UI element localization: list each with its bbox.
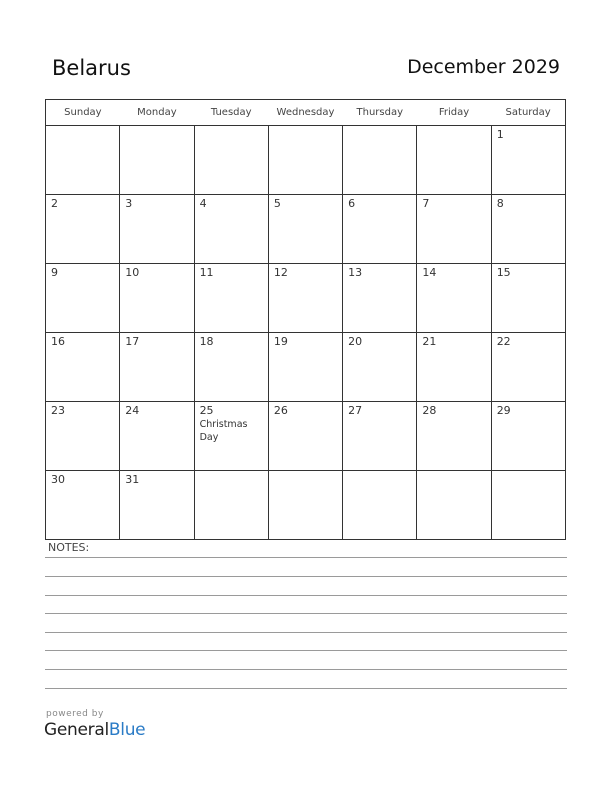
day-number: 15 <box>496 266 511 279</box>
day-cell[interactable] <box>120 471 194 540</box>
day-number: 17 <box>125 335 140 348</box>
day-number: 26 <box>273 404 288 417</box>
powered-by-text: powered by <box>46 709 104 719</box>
weekday-header-row <box>46 100 566 126</box>
day-cell[interactable] <box>46 402 120 471</box>
day-number: 8 <box>496 197 504 210</box>
day-number: 21 <box>422 335 437 348</box>
day-number: 31 <box>125 473 140 486</box>
day-number: 13 <box>348 266 363 279</box>
day-cell[interactable] <box>194 264 268 333</box>
logo-blue-text: Blue <box>108 720 146 740</box>
day-number: 11 <box>199 266 214 279</box>
weekday-monday: Monday <box>120 100 194 126</box>
day-cell[interactable] <box>417 264 491 333</box>
country-title: Belarus <box>52 56 131 80</box>
weekday-wednesday: Wednesday <box>268 100 342 126</box>
day-cell[interactable] <box>194 402 268 471</box>
day-number: 24 <box>125 404 140 417</box>
day-number: 1 <box>496 128 504 141</box>
day-cell[interactable] <box>417 333 491 402</box>
day-cell[interactable] <box>491 195 565 264</box>
weekday-saturday: Saturday <box>491 100 565 126</box>
day-cell[interactable] <box>417 471 491 540</box>
day-number: 20 <box>348 335 363 348</box>
day-cell[interactable] <box>491 264 565 333</box>
day-number: 29 <box>496 404 511 417</box>
day-cell[interactable] <box>194 126 268 195</box>
day-number: 27 <box>348 404 363 417</box>
week-row <box>46 402 566 471</box>
week-row <box>46 333 566 402</box>
day-cell[interactable] <box>343 471 417 540</box>
day-cell[interactable] <box>120 402 194 471</box>
day-cell[interactable] <box>491 471 565 540</box>
day-cell[interactable] <box>268 471 342 540</box>
day-number: 28 <box>422 404 437 417</box>
day-number: 6 <box>348 197 356 210</box>
day-number: 19 <box>273 335 288 348</box>
day-cell[interactable] <box>491 126 565 195</box>
logo-general-text: General <box>44 720 109 740</box>
day-cell[interactable] <box>417 126 491 195</box>
day-number: 7 <box>422 197 430 210</box>
day-cell[interactable] <box>268 333 342 402</box>
day-cell[interactable] <box>194 471 268 540</box>
day-cell[interactable] <box>268 264 342 333</box>
day-cell[interactable] <box>268 195 342 264</box>
day-number: 25 <box>199 404 214 417</box>
day-cell[interactable] <box>120 195 194 264</box>
month-year-title: December 2029 <box>407 56 560 78</box>
note-line <box>45 576 567 577</box>
day-cell[interactable] <box>417 195 491 264</box>
day-number: 14 <box>422 266 437 279</box>
day-number: 30 <box>51 473 65 486</box>
day-cell[interactable] <box>268 126 342 195</box>
day-cell[interactable] <box>343 402 417 471</box>
day-number: 23 <box>51 404 65 417</box>
week-row <box>46 471 566 540</box>
day-cell[interactable] <box>120 126 194 195</box>
day-number: 4 <box>199 197 207 210</box>
day-cell[interactable] <box>46 333 120 402</box>
day-number: 10 <box>125 266 140 279</box>
day-cell[interactable] <box>46 471 120 540</box>
day-cell[interactable] <box>46 195 120 264</box>
day-number: 3 <box>125 197 133 210</box>
week-row <box>46 126 566 195</box>
day-cell[interactable] <box>120 333 194 402</box>
day-cell[interactable] <box>268 402 342 471</box>
day-number: 5 <box>273 197 281 210</box>
day-cell[interactable] <box>343 333 417 402</box>
calendar-grid <box>45 99 566 540</box>
day-cell[interactable] <box>491 333 565 402</box>
day-number: 2 <box>51 197 58 210</box>
day-number: 9 <box>51 266 58 279</box>
note-line <box>45 557 567 558</box>
holiday-label: Christmas Day <box>199 419 248 443</box>
note-line <box>45 688 567 689</box>
note-line <box>45 613 567 614</box>
day-cell[interactable] <box>194 195 268 264</box>
day-number: 12 <box>273 266 288 279</box>
note-line <box>45 650 567 651</box>
day-cell[interactable] <box>46 264 120 333</box>
day-number: 22 <box>496 335 511 348</box>
day-number: 18 <box>199 335 214 348</box>
note-line <box>45 632 567 633</box>
day-cell[interactable] <box>120 264 194 333</box>
day-cell[interactable] <box>417 402 491 471</box>
note-line <box>45 669 567 670</box>
weekday-thursday: Thursday <box>343 100 417 126</box>
notes-label: NOTES: <box>48 541 90 554</box>
day-cell[interactable] <box>343 195 417 264</box>
day-number: 16 <box>51 335 65 348</box>
week-row <box>46 195 566 264</box>
day-cell[interactable] <box>343 264 417 333</box>
day-cell[interactable] <box>343 126 417 195</box>
day-cell[interactable] <box>46 126 120 195</box>
day-cell[interactable] <box>491 402 565 471</box>
weekday-tuesday: Tuesday <box>194 100 268 126</box>
week-row <box>46 264 566 333</box>
generalblue-logo[interactable] <box>44 720 145 740</box>
weekday-sunday: Sunday <box>46 100 120 126</box>
day-cell[interactable] <box>194 333 268 402</box>
weekday-friday: Friday <box>417 100 491 126</box>
note-line <box>45 595 567 596</box>
